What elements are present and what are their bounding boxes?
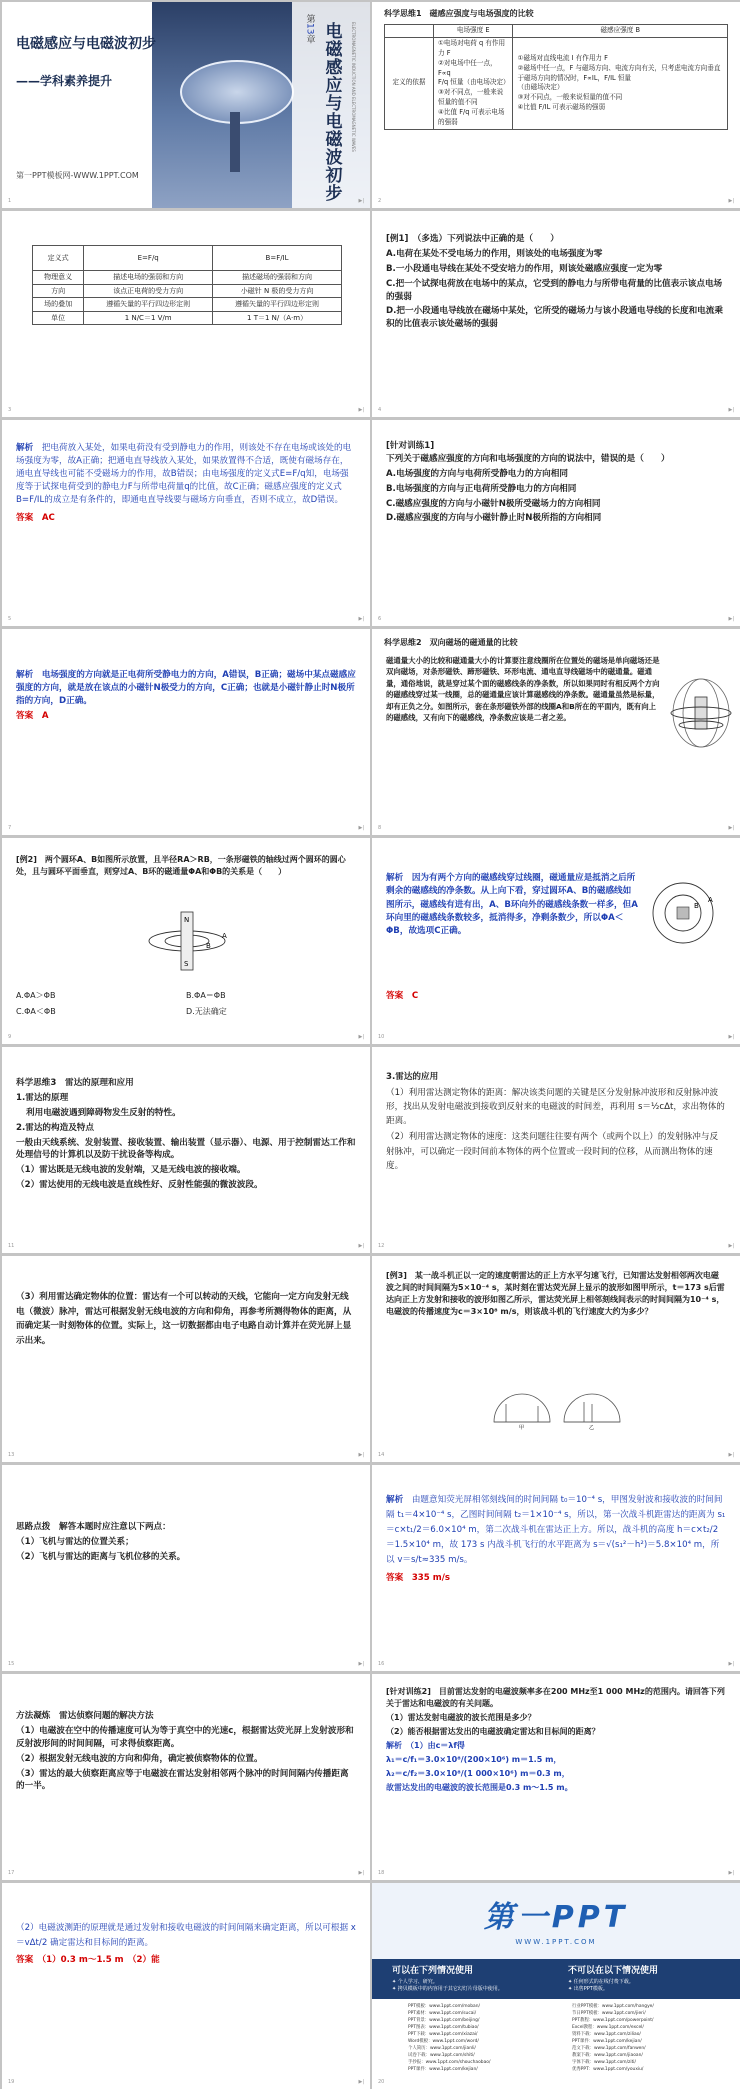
definition-table [32,245,342,325]
slide-20[interactable] [372,1883,740,2089]
page-nav[interactable]: ▶| [358,197,364,204]
can-use-block: 可以在下列情况使用 ✦ 个人学习、研究。 ✦ 拷贝模板中的内容用于其它幻灯片母版中使用。 [392,1965,552,1994]
fig-label-jia: 甲 [519,1425,525,1430]
link-item[interactable]: PPT素材：www.1ppt.com/sucai/ [408,2011,477,2017]
list-item: （3）雷达的最大侦察距离应等于电磁波在雷达发射相邻两个脉冲的时间间隔内传播距离的一半。 [16,1768,349,1792]
analysis-head: （1）由c＝λf得 [410,1741,465,1750]
link-column-right [572,2003,722,2073]
list-item: （1）电磁波在空中的传播速度可认为等于真空中的光速c，根据雷达荧光屏上发射波形和反射波形间的时间间隔，可求得侦察距离。 [16,1725,354,1749]
option: C.磁感应强度的方向与小磁针N极所受磁场力的方向相同 [386,498,601,509]
cannot-use-title: 不可以在以下情况使用 [568,1966,659,1976]
slide-8[interactable] [372,629,740,835]
answer-label: 答案 [16,1954,34,1965]
page-number: 17 [8,1869,15,1876]
analysis-text: 因为有两个方向的磁感线穿过线圈，磁通量应是抵消之后所剩余的磁感线的净条数。从上向下看，穿过圆环A、B的磁感线如图所示，磁感线有进有出，A、B环向外的磁感线条数一样多，但A环向里的磁感线条数较多，抵消得多，净剩条数少，所以ΦA＜ΦB，故选项C正确。 [386,873,638,937]
page-nav[interactable]: ▶| [358,1869,364,1876]
page-number: 8 [378,824,382,831]
answer-text: A [41,710,49,721]
section-heading: 科学思维3 雷达的原理和应用 [16,1078,134,1088]
table-header: 电场强度 E [434,25,513,38]
fig-label-a: A [708,896,713,904]
link-item[interactable]: PPT课件：www.1ppt.com/kejian/ [408,2067,478,2073]
block-intro: 解答本题时应注意以下两点： [59,1522,171,1532]
answer-text: C [411,991,419,1001]
slide-18[interactable] [372,1674,740,1880]
row-label: 定义的依据 [385,37,434,129]
analysis-label: 解析 [386,873,404,883]
list-item: （1）雷达既是无线电波的发射端，又是无线电波的接收端。 [16,1165,246,1176]
slide-10[interactable] [372,838,740,1044]
page-nav[interactable]: ▶| [728,1033,734,1040]
page-nav[interactable]: ▶| [358,406,364,413]
page-number: 10 [378,1033,385,1040]
table-row: 方向 该点正电荷的受力方向 小磁针 N 极的受力方向 [33,284,342,298]
link-item[interactable]: PPT教程：www.1ppt.com/powerpoint/ [572,2018,654,2024]
question-body [386,440,726,527]
cannot-use-item: 任何形式的在线付费下载。 [573,1978,634,1985]
logo-band [372,1883,740,1959]
subheading: 2.雷达的构造及特点 [16,1122,94,1133]
radar-screen-figure [492,1374,622,1430]
page-nav[interactable]: ▶| [358,1242,364,1249]
page-number: 6 [378,615,382,622]
option: D.磁感应强度的方向与小磁针静止时N极所指的方向相同 [386,513,602,524]
analysis-label: 解析 [16,443,34,453]
page-number: 18 [378,1869,385,1876]
analysis-body [16,669,356,725]
page-nav[interactable]: ▶| [728,615,734,622]
section-body [16,1521,356,1566]
slide-16[interactable] [372,1465,740,1671]
option: B.一小段通电导线在某处不受安培力的作用，则该处磁感应强度一定为零 [386,263,663,274]
table-row: 物理意义 描述电场的强弱和方向 描述磁场的强弱和方向 [33,271,342,285]
analysis-text: （2）电磁波测距的原理就是通过发射和接收电磁波的时间间隔来确定距离，所以可根据 x＝vΔt/2 确定雷达和目标间的距离。 [16,1923,356,1949]
page-number: 1 [8,197,12,204]
slide-5[interactable] [2,420,370,626]
slide-2[interactable] [372,2,740,208]
slide-4[interactable] [372,211,740,417]
answer-text: 335 m/s [411,1573,450,1584]
page-nav[interactable]: ▶| [728,1869,734,1876]
conclusion: 故雷达发出的电磁波的波长范围是0.3 m～1.5 m。 [386,1783,573,1792]
link-item[interactable]: 行业PPT模板：www.1ppt.com/hangye/ [572,2004,654,2009]
subheading: 1.雷达的原理 [16,1092,69,1103]
question-label: [针对训练1] [386,441,435,451]
analysis-text: 把电荷放入某处，如果电荷没有受到静电力的作用，则该处不存在电场或该处的电场强度为零，故A正确；把通电直导线放入某处，如果放置得不合适，既使有磁场存在，通电直导线也可能不受磁场力的作用，故B错误；由电场强度的定义式E=F/q知，电场强度等于试探电荷受到的静电力F与所带电荷量q的比值，故C正确；磁感应强度的定义式B=F/IL的成立是有条件的，即通电直导线要与磁场方向垂直，否则不成立，故D错误。 [16,443,352,505]
link-item[interactable]: PPT图表：www.1ppt.com/tubiao/ [408,2025,479,2031]
page-number: 19 [8,2078,15,2085]
can-use-title: 可以在下列情况使用 [392,1966,474,1976]
analysis-body [386,872,638,939]
can-use-item: 个人学习、研究。 [397,1978,438,1985]
table-cell: ①磁场对直线电流 I 有作用力 F ②磁场中任一点，F 与磁场方向、电流方向有关，只考虑电流方向垂直于磁场方向的情况时，F∝IL，F/IL 恒量 （由磁场决定） ③对不同点，一般来说恒量的值不同 ④比值 F/IL 可表示磁场的强弱 [513,37,728,129]
page-number: 9 [8,1033,12,1040]
question-label: [例1] [386,234,409,244]
question-body [386,1686,726,1796]
page-nav[interactable]: ▶| [728,197,734,204]
question-label: [例3] [386,1271,407,1280]
vertical-title: 电磁感应与电磁波初步 [321,22,342,202]
page-number: 4 [378,406,382,413]
link-item[interactable]: 范文下载：www.1ppt.com/fanwen/ [572,2046,646,2052]
table-row: 单位 1 N/C＝1 V/m 1 T＝1 N/（A·m） [33,311,342,325]
analysis-label: 解析 [386,1495,404,1505]
link-item[interactable]: 试卷下载：www.1ppt.com/shiti/ [408,2053,475,2059]
page-number: 11 [8,1242,15,1249]
link-item[interactable]: 字体下载：www.1ppt.com/ziti/ [572,2060,637,2066]
option: A.电荷在某处不受电场力的作用，则该处的电场强度为零 [386,248,603,259]
can-use-item: 拷贝模板中的内容用于其它幻灯片母版中使用。 [397,1986,503,1992]
analysis-body [16,442,356,527]
answer-label: 答案 [16,513,34,524]
page-nav[interactable]: ▶| [358,1033,364,1040]
option: D.把一小段通电导线放在磁场中某处，它所受的磁场力与该小段通电导线的长度和电流乘积的比值表示该处磁场的强弱 [386,306,723,330]
question-label: [例2] [16,855,37,864]
block-subtitle: 雷达侦察问题的解决方法 [59,1711,154,1721]
option: B.电场强度的方向与正电荷所受静电力的方向相同 [386,483,577,494]
page-nav[interactable]: ▶| [728,824,734,831]
option: D.无法确定 [186,1007,227,1016]
section-heading: 科学思维1 磁感应强度与电场强度的比较 [384,9,534,18]
question-text: 目前雷达发射的电磁波频率多在200 MHz至1 000 MHz的范围内。请回答下列关于雷达和电磁波的有关问题。 [386,1687,725,1708]
question-text: 下列关于磁感应强度的方向和电场强度的方向的说法中，错误的是（ ） [386,453,670,464]
usage-band [372,1959,740,2089]
answer-text: （1）0.3 m～1.5 m （2）能 [41,1954,160,1965]
block-title: 方法凝炼 [16,1711,51,1721]
section-heading: 科学思维2 双向磁场的磁通量的比较 [384,638,518,647]
analysis-label: 解析 [16,670,34,680]
slide-15[interactable] [2,1465,370,1671]
ring-magnet-figure [142,906,232,976]
option: A.ΦA＞ΦB [16,991,56,1000]
cannot-use-block: 不可以在以下情况使用 ✦ 任何形式的在线付费下载。 ✦ 出售PPT模板。 [568,1965,728,1994]
answer-text: AC [41,513,55,524]
slide-6[interactable] [372,420,740,626]
fig-label-b: B [694,902,699,910]
paragraph: （2）利用雷达测定物体的速度：这类问题往往要有两个（或两个以上）的发射脉冲与反射脉冲，可以确定一段时间前本物体的两个位置或一段时间的位移，从而测出物体的速度。 [386,1132,719,1171]
question-body [386,1270,726,1320]
table-corner [385,25,434,38]
link-item[interactable]: 节日PPT模板：www.1ppt.com/jieri/ [572,2011,646,2017]
title-photo [152,2,370,208]
list-item: （2）根据发射无线电波的方向和仰角，确定被侦察物体的位置。 [16,1753,263,1764]
question-text: 某一战斗机正以一定的速度朝雷达的正上方水平匀速飞行，已知雷达发射相邻两次电磁波之间的时间间隔为5×10⁻⁴ s，某时刻在雷达荧光屏上显示的波形如图甲所示，t＝173 s后雷达向正上方发射和接收的波形如图乙所示，雷达荧光屏上相邻刻线间表示的时间间隔为10⁻⁴ s，电磁波的传播速度为c＝3×10⁸ m/s，则该战斗机的飞行速度大约为多少？ [386,1271,725,1316]
list-item: （2）能否根据雷达发出的电磁波确定雷达和目标间的距离？ [386,1727,600,1736]
equation: λ₁＝c/f₁＝3.0×10⁸/(200×10⁶) m＝1.5 m， [386,1755,562,1764]
logo: 第一PPT [483,1900,629,1935]
slide-7[interactable] [2,629,370,835]
slide-subtitle: ——学科素养提升 [16,74,113,88]
page-nav[interactable]: ▶| [358,1451,364,1458]
link-column-left [408,2003,558,2073]
answer-label: 答案 [386,1573,404,1584]
slide-19[interactable] [2,1883,370,2089]
analysis-body [16,1921,356,1969]
page-number: 13 [8,1451,15,1458]
cannot-use-item: 出售PPT模板。 [573,1986,608,1992]
link-item[interactable]: 个人简历：www.1ppt.com/jianli/ [408,2046,476,2052]
page-number: 5 [8,615,12,622]
answer-label: 答案 [386,991,404,1001]
paragraph: 一般由天线系统、发射装置、接收装置、输出装置（显示器）、电源、用于控制雷达工作和处理信号的计算机以及防干扰设备等构成。 [16,1137,356,1161]
link-item[interactable]: 资料下载：www.1ppt.com/ziliao/ [572,2032,641,2038]
question-body [386,233,726,333]
table-row: 场的叠加 遵循矢量的平行四边形定则 遵循矢量的平行四边形定则 [33,298,342,312]
option: C.把一个试探电荷放在电场中的某点，它受到的静电力与所带电荷量的比值表示该点电场的强弱 [386,278,723,302]
fig-label-yi: 乙 [589,1425,595,1430]
page-nav[interactable]: ▶| [358,824,364,831]
list-item: （1）雷达发射电磁波的波长范围是多少？ [386,1713,536,1722]
analysis-body [386,1493,726,1587]
section-body [16,1710,356,1795]
page-nav[interactable]: ▶| [728,406,734,413]
dish-support [230,112,240,172]
link-item[interactable]: PPT模板：www.1ppt.com/moban/ [408,2004,480,2009]
fig-label-s: S [184,960,189,968]
link-item[interactable]: Excel教程：www.1ppt.com/excel/ [572,2025,644,2031]
page-nav[interactable]: ▶| [358,1660,364,1667]
page-number: 12 [378,1242,385,1249]
chapter-label: 第13章 [304,14,315,44]
link-item[interactable]: 教案下载：www.1ppt.com/jiaoan/ [572,2053,643,2059]
subheading: 3.雷达的应用 [386,1072,439,1082]
list-item: （2）飞机与雷达的距离与飞机位移的关系。 [16,1551,186,1562]
question-label: [针对训练2] [386,1687,431,1696]
section-text: 磁通量大小的比较和磁通量大小的计算要注意线圈所在位置处的磁场是单向磁场还是双向磁场，对条形磁铁、蹄形磁铁、环形电流、通电直导线磁场中的磁通量。磁通量，通俗地说，就是穿过某个面的磁感线条的净条数，所以如果同时有相反两个方向的磁感线穿过某一线圈，总的磁通量应该计算磁感线的净条数。磁通量虽然是标量，却有正负之分。如图所示，套在条形磁铁外部的线圈A和B所在的平面内，既有向上的磁感线，又有向下的磁感线，净条数应该是二者之差。 [386,656,660,723]
page-nav[interactable]: ▶| [728,1660,734,1667]
analysis-text: 电场强度的方向就是正电荷所受静电力的方向，A错误，B正确；磁场中某点磁感应强度的方向，就是放在该点的小磁针N极受力的方向，C正确；也就是小磁针静止时N极所指的方向，D正确。 [16,670,356,706]
slide-1[interactable] [2,2,370,208]
question-type: （多选）下列说法中正确的是（ ） [417,234,559,244]
question-text: 两个圆环A、B如图所示放置，且半径RA＞RB，一条形磁铁的轴线过两个圆环的圆心处，且与圆环平面垂直，则穿过A、B环的磁通量ΦA和ΦB的关系是（ ） [16,855,346,876]
slide-13[interactable] [2,1256,370,1462]
question-body [16,854,356,880]
option: B.ΦA＝ΦB [186,991,226,1000]
link-item[interactable]: PPT课件：www.1ppt.com/kejian/ [572,2039,642,2045]
top-view-figure [648,878,718,948]
fig-label-b: B [206,942,211,950]
table-header: 磁感应强度 B [513,25,728,38]
table-row: 定义式 E=F/q B=F/IL [33,246,342,271]
fig-label-n: N [184,916,190,924]
magnet-coil-figure [668,673,734,753]
slide-17[interactable] [2,1674,370,1880]
page-nav[interactable]: ▶| [728,1451,734,1458]
page-number: 16 [378,1660,385,1667]
slide-14[interactable] [372,1256,740,1462]
slide-9[interactable] [2,838,370,1044]
slide-12[interactable] [372,1047,740,1253]
page-number: 7 [8,824,12,831]
page-number: 2 [378,197,382,204]
analysis-label: 解析 [386,1741,402,1750]
options [16,990,356,1018]
option: C.ΦA＜ΦB [16,1007,56,1016]
vertical-small: ELECTROMAGNETIC INDUCTION AND ELECTROMAGNETIC WAVES [351,22,356,152]
analysis-text: 由题意知荧光屏相邻刻线间的时间间隔 t₀＝10⁻⁴ s，甲图发射波和接收波的时间间隔 t₁＝4×10⁻⁴ s，乙图时间间隔 t₂＝1×10⁻⁴ s，所以，第一次战斗机距雷达的距离为 s₁＝c×t₁/2＝6.0×10⁴ m，第二次战斗机在雷达正上方。所以，战斗机的高度 h＝c×t₂/2＝1.5×10⁴ m，故 173 s 内战斗机飞行的水平距离为 s＝√(s₁²－h²)＝5.8×10⁴ m，所以 v＝s/t≈335 m/s。 [386,1495,726,1566]
link-list [372,1999,740,2089]
link-item[interactable]: Word模板：www.1ppt.com/word/ [408,2039,479,2045]
page-nav[interactable]: ▶| [358,2078,364,2085]
link-item[interactable]: PPT背景：www.1ppt.com/beijing/ [408,2018,480,2024]
link-item[interactable]: 手抄报：www.1ppt.com/shouchaobao/ [408,2060,491,2066]
option: A.电场强度的方向与电荷所受静电力的方向相同 [386,468,568,479]
answer-label: 答案 [16,710,34,721]
page-number: 15 [8,1660,15,1667]
logo-url: WWW.1PPT.COM [515,1938,597,1946]
page-nav[interactable]: ▶| [358,615,364,622]
page-nav[interactable]: ▶| [728,1242,734,1249]
block-title: 思路点拨 [16,1522,51,1532]
table-cell: ①电场对电荷 q 有作用力 F ②对电场中任一点，F∝q F/q 恒量（由电场决定） ③对不同点，一般来说恒量的值不同 ④比值 F/q 可表示电场的强弱 [434,37,513,129]
page-number: 3 [8,406,12,413]
list-item: （1）飞机与雷达的位置关系； [16,1536,134,1547]
slide-3[interactable] [2,211,370,417]
page-number: 20 [378,2078,385,2085]
link-item[interactable]: PPT下载：www.1ppt.com/xiazai/ [408,2032,478,2038]
paragraph: 利用电磁波遇到障碍物发生反射的特性。 [26,1107,181,1118]
title-footer: 第一PPT模板网-WWW.1PPT.COM [16,171,139,180]
fig-label-a: A [222,932,227,940]
compare-table [384,24,728,130]
slide-title: 电磁感应与电磁波初步 [16,36,156,52]
page-number: 14 [378,1451,385,1458]
list-item: （2）雷达使用的无线电波是直线性好、反射性能强的微波波段。 [16,1180,263,1191]
section-body [16,1290,356,1350]
slide-11[interactable] [2,1047,370,1253]
paragraph: （1）利用雷达测定物体的距离：解决该类问题的关键是区分发射脉冲波形和反射脉冲波形，找出从发射电磁波到接收到反射来的电磁波的时间差，再利用 s＝½cΔt，求出物体的距离。 [386,1087,725,1127]
link-item[interactable]: 优秀PPT：www.1ppt.com/youxiu/ [572,2067,644,2073]
equation: λ₂＝c/f₂＝3.0×10⁸/(1 000×10⁶) m＝0.3 m， [386,1769,570,1778]
paragraph: （3）利用雷达确定物体的位置：雷达有一个可以转动的天线，它能向一定方向发射无线电（微波）脉冲，雷达可根据发射无线电波的方向和仰角，再参考所测得物体的距离，从而确定某一时刻物体的位置。实际上，这一切数据都由电子电路自动计算并在荧光屏上显示出来。 [16,1292,352,1346]
section-body [16,1077,356,1194]
section-body [386,1071,726,1175]
